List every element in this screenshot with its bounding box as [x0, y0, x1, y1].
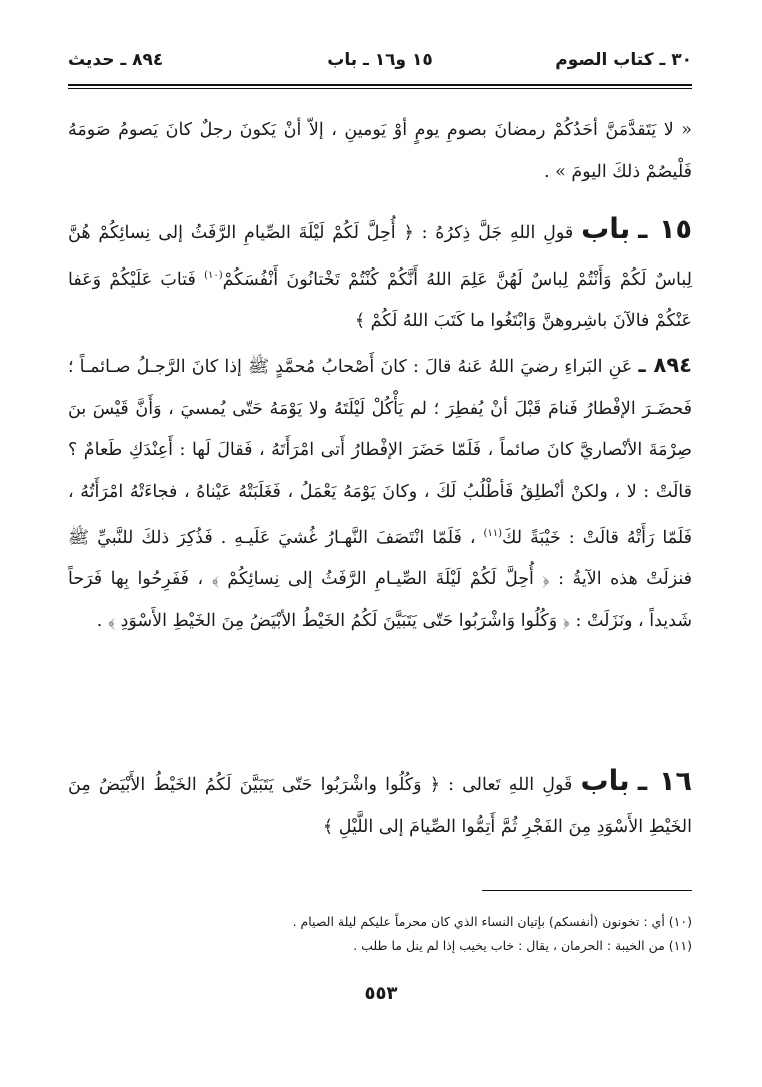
header-rule — [68, 84, 692, 89]
header-chapter-range: ١٥ و١٦ ـ باب — [327, 50, 433, 70]
footnote-ref-10: (١٠) — [204, 269, 223, 281]
chapter-16-paragraph — [68, 760, 692, 848]
running-header — [68, 40, 692, 84]
continuation-paragraph: « لا يَتَقدَّمَنَّ أحَدُكُمْ رمضانَ بصومِ يومٍ أوْ يَومينِ ، إلاّ أنْ يَكونَ رجلٌ كانَ يَصومُ صَومَهُ فَلْيصُمْ ذلكَ اليومَ » . — [68, 120, 692, 182]
chapter-16-number: ١٦ ـ — [637, 766, 692, 797]
page-number: ٥٥٣ — [364, 983, 398, 1004]
chapter-15-text: قولِ اللهِ جَلَّ ذِكرُهُ : ﴿ أُحِلَّ لَكُمْ لَيْلَةَ الصِّيامِ الرَّفَثُ إلى نِسائِكُمْ هُنَّ لِباسٌ لَكُمْ وَأَنْتُمْ لِباسٌ لَهُنَّ عَلِمَ اللهُ أَنَّكُمْ كُنْتُمْ تَخْتانُونَ أَنْفُسَكُمْ — [68, 223, 693, 290]
chapter-16-text: قَولِ اللهِ تَعالى : ﴿ وَكُلُوا واشْرَبُوا حَتّى يَتَبَيَّنَ لَكُمُ الخَيْطُ الأَبْيَضُ مِنَ الخَيْطِ الأَسْوَدِ مِنَ الفَجْرِ ثُمَّ أَتِمُّوا الصِّيامَ إلى اللَّيْلِ ﴾ — [68, 775, 692, 837]
header-hadith-number: ٨٩٤ ـ حديث — [68, 50, 164, 70]
chapter-16-heading: باب — [580, 764, 630, 797]
chapter-15-text-end: فَتابَ عَلَيْكُمْ وَعَفا عَنْكُمْ فالآنَ باشِروهنَّ وَابْتَغُوا ما كَتَبَ اللهُ لَكُمْ ﴾ — [68, 269, 692, 331]
header-book-title: ٣٠ ـ كتاب الصوم — [555, 50, 692, 70]
hadith-894-paragraph — [68, 345, 692, 642]
footnote-ref-11: (١١) — [483, 528, 503, 539]
chapter-15-number: ١٥ ـ — [638, 214, 692, 245]
footnote-rule — [482, 890, 692, 891]
hadith-894-number: ٨٩٤ ـ — [638, 353, 692, 377]
hadith-894-text: عَنِ البَراءِ رضيَ اللهُ عَنهُ قالَ : كانَ أَصْحابُ مُحمَّدٍ ﷺ إذا كانَ الرَّجـلُ صـائمـاً ؛ فَحضَـرَ الإفْطارُ فَنامَ قَبْلَ أنْ يُفطِرَ ؛ لم يَأْكُلْ لَيْلَتَهُ ولا يَوْمَهُ حَتّى يُمسيَ ، وَأَنَّ قَيْسَ بنَ صِرْمَةَ الأنْصاريَّ كانَ صائماً ، فَلَمّا حَضَرَ الإفْطارُ أَتى امْرَأَتَهُ ، فَقالَ لَها : أَعِنْدَكِ طَعامٌ ؟ قالَتْ : لا ، ولكنْ أنْطلِقُ فَأطْلُبُ لَكَ ، وكانَ يَوْمَهُ يَعْمَلُ ، فَغَلَبَتْهُ عَيْناهُ ، فجاءَتْهُ امْرَأَتُهُ ، فَلَمّا رَأَتْهُ قالَتْ : خَيْبَةً لكَ — [68, 357, 692, 548]
chapter-15-paragraph — [68, 208, 692, 342]
footnote-11: (١١) من الخيبة : الحرمان ، يقال : خاب يخيب إذا لم ينل ما طلب . — [353, 938, 692, 953]
footnote-10: (١٠) أي : تخونون (أنفسكم) بإتيان النساء الذي كان محرماً عليكم ليلة الصيام . — [292, 914, 692, 929]
chapter-15-heading: باب — [581, 212, 631, 245]
hadith-894-text-end: ، فَلَمّا انْتَصَفَ النَّهـارُ غُشيَ عَلَيـهِ . فَذُكِرَ ذلكَ للنَّبيِّ ﷺ فنزلَتْ هذه الآيةُ : ﴿ أُحِلَّ لَكُمْ لَيْلَةَ الصِّيـامِ الرَّفَثُ إلى نِسائِكُمْ ﴾ ، فَفَرِحُوا بِها فَرَحاً شَديداً ، ونَزَلَتْ : ﴿ وَكُلُوا وَاشْرَبُوا حَتّى يَتَبَيَّنَ لَكُمُ الخَيْطُ الأبْيَضُ مِنَ الخَيْطِ الأَسْوَدِ ﴾ . — [68, 527, 692, 631]
